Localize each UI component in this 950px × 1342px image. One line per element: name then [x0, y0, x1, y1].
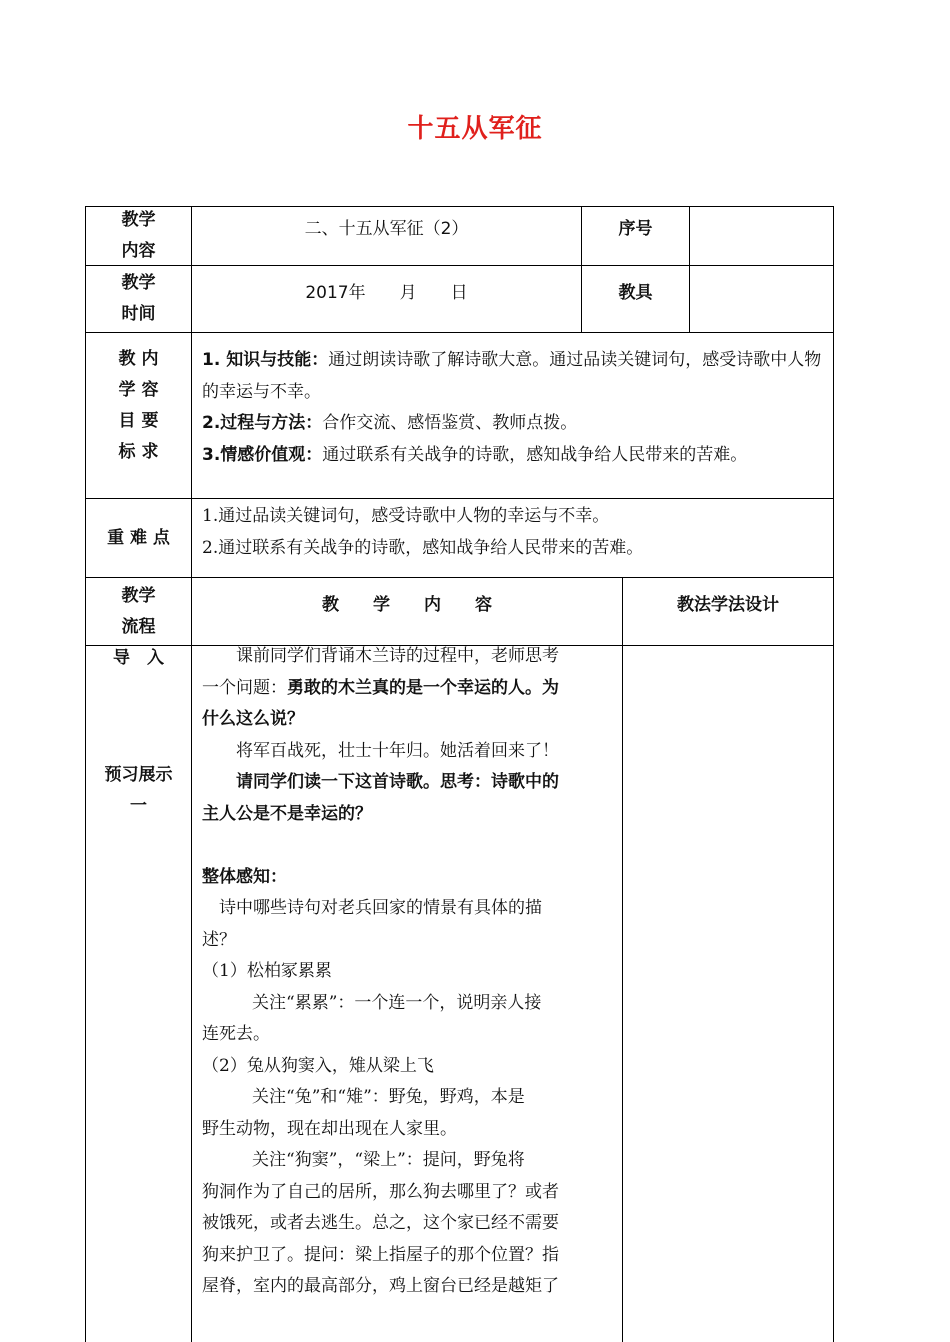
paragraph: 关注“兔”和“雉”：野兔，野鸡，本是 — [252, 1087, 525, 1107]
label-line: 教学 — [121, 585, 156, 606]
key-point-item: 2.通过联系有关战争的诗歌，感知战争给人民带来的苦难。 — [202, 537, 644, 558]
label-key-points: 重 难 点 — [107, 527, 170, 548]
label-teaching-time — [86, 266, 191, 332]
table-rule — [85, 332, 834, 333]
table-col-divider — [622, 577, 623, 1342]
label-teaching-aids: 教具 — [618, 282, 653, 303]
objective-head: 3.情感价值观： — [202, 444, 323, 465]
objective-item — [202, 440, 828, 472]
label-line: 标 求 — [118, 442, 159, 462]
label-line: 教学 — [121, 273, 156, 293]
paragraph: 述？ — [202, 929, 236, 950]
teaching-aids-value — [690, 266, 833, 332]
objective-text: 通过朗读诗歌了解诗歌大意。通过品读关键词句，感受诗歌中人物的幸运与不幸。 — [202, 350, 822, 402]
key-point-item: 1.通过品读关键词句，感受诗歌中人物的幸运与不幸。 — [202, 506, 610, 526]
paragraph: 什么这么说？ — [202, 709, 304, 729]
spacer — [202, 830, 616, 862]
label-line: 预习展示 — [104, 765, 173, 785]
label-line: 教学 — [121, 210, 156, 230]
objective-head: 1. 知识与技能： — [202, 350, 329, 370]
paragraph: 连死去。 — [202, 1024, 270, 1044]
label-line: 流程 — [121, 616, 156, 637]
sequence-value — [690, 207, 833, 265]
objective-head: 2.过程与方法： — [202, 413, 323, 433]
label-process — [86, 578, 191, 645]
paragraph: 屋脊，室内的最高部分，鸡上窗台已经是越矩了 — [202, 1276, 559, 1296]
text: 勇敢的木兰真的是一个幸运的人。为 — [287, 677, 559, 698]
paragraph: 关注“狗窦”，“梁上”：提问，野兔将 — [252, 1150, 525, 1170]
paragraph: 狗洞作为了自己的居所，那么狗去哪里了？或者 — [202, 1181, 559, 1202]
design-column-header: 教法学法设计 — [677, 595, 779, 615]
paragraph: 关注“累累”：一个连一个，说明亲人接 — [252, 992, 542, 1013]
objective-text: 合作交流、感悟鉴赏、教师点拨。 — [322, 413, 578, 433]
list-item: （1）松柏冢累累 — [202, 961, 332, 981]
key-points-list — [202, 501, 828, 564]
paragraph: 主人公是不是幸运的？ — [202, 803, 372, 824]
document-title: 十五从军征 — [407, 114, 543, 144]
table-col-divider — [191, 206, 192, 1342]
objective-item — [202, 345, 828, 408]
label-line: 教 内 — [118, 349, 159, 369]
objective-text: 通过联系有关战争的诗歌，感知战争给人民带来的苦难。 — [322, 444, 748, 465]
objectives-list — [202, 345, 828, 471]
content-column-header: 教 学 内 容 — [322, 595, 492, 615]
label-line: 时间 — [121, 304, 156, 324]
paragraph: 诗中哪些诗句对老兵回家的情景有具体的描 — [219, 898, 542, 918]
lesson-date: 2017年 月 日 — [305, 282, 468, 303]
lesson-name: 二、十五从军征（2） — [304, 219, 469, 239]
label-objectives — [86, 344, 191, 472]
table-rule — [85, 498, 834, 499]
process-content — [202, 641, 616, 1303]
paragraph — [202, 673, 616, 705]
label-line: 一 — [130, 796, 147, 816]
objective-item — [202, 408, 828, 440]
paragraph: 请同学们读一下这首诗歌。思考：诗歌中的 — [236, 772, 559, 792]
stage-introduction: 导 入 — [113, 647, 164, 668]
text: 一个问题： — [202, 677, 287, 698]
label-teaching-content — [86, 207, 191, 265]
paragraph: 被饿死，或者去逃生。总之，这个家已经不需要 — [202, 1213, 559, 1233]
label-line: 目 要 — [118, 411, 159, 431]
paragraph: 狗来护卫了。提问：梁上指屋子的那个位置？指 — [202, 1244, 559, 1265]
paragraph: 课前同学们背诵木兰诗的过程中，老师思考 — [236, 646, 559, 666]
stage-preview — [86, 760, 191, 822]
list-item: （2）兔从狗窦入，雉从梁上飞 — [202, 1055, 434, 1076]
label-line: 学 容 — [118, 380, 159, 400]
section-heading: 整体感知： — [202, 866, 287, 887]
paragraph: 将军百战死，壮士十年归。她活着回来了！ — [236, 740, 559, 761]
label-line: 内容 — [121, 241, 156, 261]
label-sequence: 序号 — [618, 219, 653, 239]
table-border-right — [833, 206, 834, 1342]
paragraph: 野生动物，现在却出现在人家里。 — [202, 1118, 457, 1139]
